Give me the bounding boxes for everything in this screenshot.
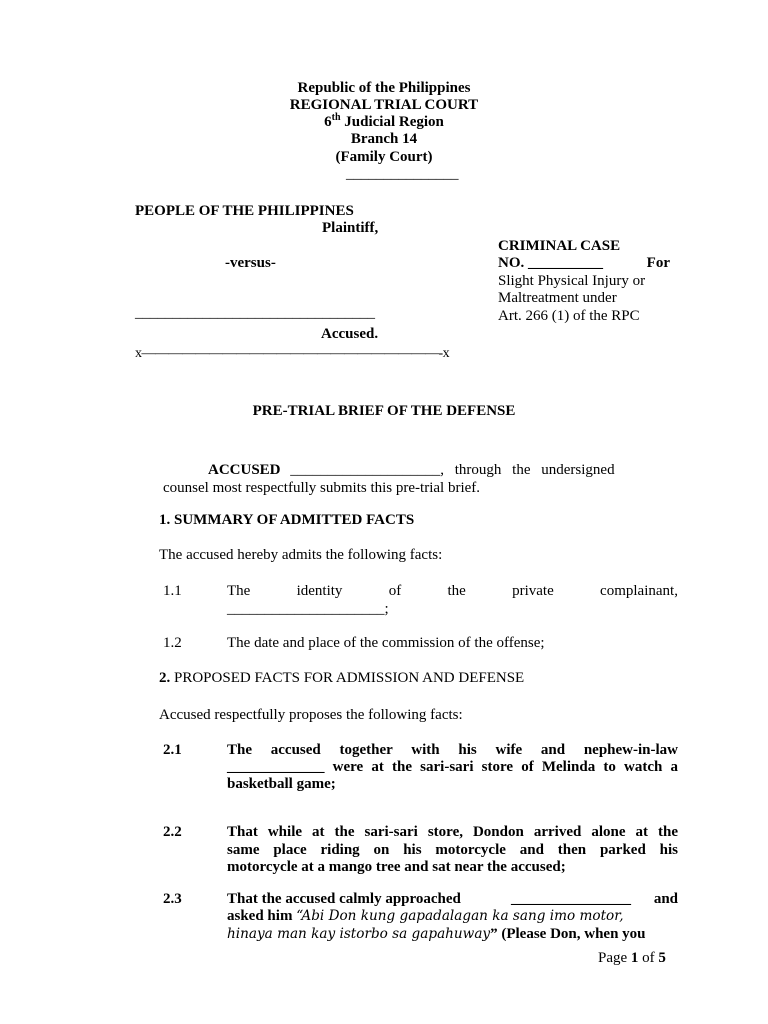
item-2-2-number: 2.2 [163,824,182,840]
item-2-2-line2: same place riding on his motorcycle and then parked his [227,842,678,858]
item-2-1-line3: basketball game; [227,776,336,792]
item-2-3-number: 2.3 [163,891,182,907]
item-2-3-text-b: and [653,891,678,907]
page-total: 5 [658,950,666,966]
item-2-3-line3 [227,926,678,943]
header-branch: Branch 14 [350,131,418,147]
region-suffix: th [331,112,341,123]
page-word: Page [598,950,631,966]
item-1-1-blank: _____________________; [227,601,389,617]
header-republic: Republic of the Philippines [297,80,471,96]
region-number: 6 [324,114,332,130]
item-2-1-line1: The accused together with his wife and nephew-in-law [227,742,678,758]
intro-accused-word: ACCUSED [208,462,281,478]
case-offense-line1: Slight Physical Injury or [498,273,646,289]
item-1-1-word: identity [296,583,343,599]
accused-label: Accused. [321,326,379,342]
item-2-3-line1 [227,891,678,908]
header-region [0,114,768,131]
intro-line2: counsel most respectfully submits this pre-trial brief. [163,480,481,496]
item-2-3-blank: ________________ [511,891,631,907]
section2-lead: Accused respectfully proposes the following facts: [159,707,463,723]
item-1-1-word: complainant, [600,583,678,599]
accused-name-blank: ________________________________ [135,305,375,321]
section1-heading: 1. SUMMARY OF ADMITTED FACTS [159,512,415,528]
item-1-1-number: 1.1 [163,583,182,599]
item-1-1-word: of [388,583,402,599]
region-text: Judicial Region [340,114,444,130]
item-2-1-number: 2.1 [163,742,182,758]
item-2-3-quote-line1: “Abi Don kung gapadalagan ka sang imo motor, [296,908,624,924]
item-2-3-line2 [227,908,678,925]
criminal-case-label: CRIMINAL CASE [498,238,621,254]
item-1-1-line1 [227,583,678,600]
page-current: 1 [630,950,639,966]
intro-accused-blank: ____________________ [290,462,441,478]
item-2-1-line2: _____________ were at the sari-sari store of Melinda to watch a [227,759,678,775]
case-offense-line3: Art. 266 (1) of the RPC [498,308,640,324]
section2-heading-text: PROPOSED FACTS FOR ADMISSION AND DEFENSE [170,670,525,686]
case-number-line [498,255,670,272]
versus-label: -versus- [225,255,276,271]
caption-divider: x——————————————————————-x [135,346,450,361]
item-1-2-number: 1.2 [163,635,182,651]
header-rule: _______________ [346,166,459,182]
item-2-3-translation: ” (Please Don, when you [490,926,646,942]
section2-heading [159,670,524,687]
item-2-2-line3: motorcycle at a mango tree and sat near the accused; [227,859,566,875]
item-2-3-asked: asked him [227,908,297,924]
page-of-word: of [638,950,659,966]
header-family-court: (Family Court) [335,149,433,165]
item-2-2-line1: That while at the sari-sari store, Dondon arrived alone at the [227,824,678,840]
page-number [598,950,666,967]
item-1-1-word: The [227,583,251,599]
section1-lead: The accused hereby admits the following facts: [159,547,443,563]
case-for: For [646,255,670,271]
item-1-1-word: private [512,583,554,599]
item-2-3-text-a: That the accused calmly approached [227,891,461,907]
item-1-1-word: the [447,583,466,599]
item-1-2-text: The date and place of the commission of the offense; [227,635,545,651]
plaintiff-name: PEOPLE OF THE PHILIPPINES [135,203,354,219]
case-offense-line2: Maltreatment under [498,290,617,306]
document-title: PRE-TRIAL BRIEF OF THE DEFENSE [252,403,516,419]
section2-heading-number: 2. [159,670,171,686]
case-number: NO. __________ [498,255,603,271]
intro-rest: , through the undersigned [440,462,615,478]
plaintiff-label: Plaintiff, [322,220,379,236]
item-2-3-quote-line2: hinaya man kay istorbo sa gapahuway [227,926,491,942]
intro-line1 [208,462,672,479]
header-court: REGIONAL TRIAL COURT [289,97,479,113]
